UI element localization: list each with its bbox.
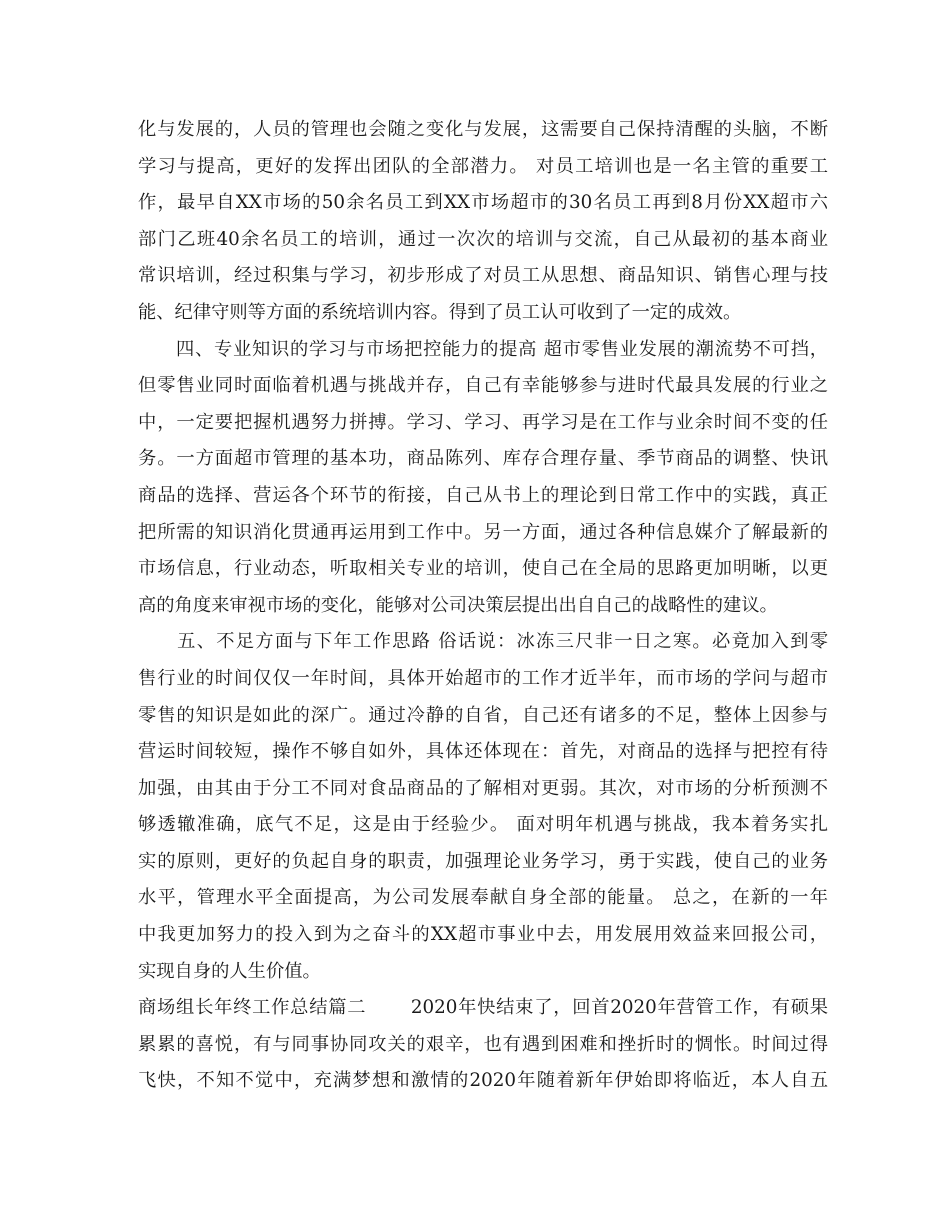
text-line: 加强，由其由于分工不同对食品商品的了解相对更弱。其次，对市场的分析预测不 — [138, 777, 828, 799]
text-line: 化与发展的，人员的管理也会随之变化与发展，这需要自己保持清醒的头脑，不断 — [138, 119, 828, 140]
document-body — [138, 112, 828, 1100]
text-line: 够透辙准确，底气不足，这是由于经验少。 面对明年机遇与挑战，我本着务实扎 — [138, 814, 828, 836]
section-heading-line: 五、不足方面与下年工作思路 俗话说：冰冻三尺非一日之寒。必竟加入到零 — [138, 631, 828, 653]
text-line: 部门乙班40余名员工的培训，通过一次次的培训与交流，自己从最初的基本商业 — [138, 228, 828, 250]
text-line: 实的原则，更好的负起自身的职责，加强理论业务学习，勇于实践，使自己的业务 — [138, 850, 828, 872]
text-line: 水平，管理水平全面提高，为公司发展奉献自身全部的能量。 总之，在新的一年 — [138, 887, 828, 909]
text-line: 中我更加努力的投入到为之奋斗的XX超市事业中去，用发展用效益来回报公司， — [138, 924, 828, 946]
article-title-line: 商场组长年终工作总结篇二 2020年快结束了，回首2020年营管工作，有硕果 — [138, 997, 828, 1019]
text-line: 市场信息，行业动态，听取相关专业的培训，使自己在全局的思路更加明晰，以更 — [138, 558, 828, 580]
section-heading-line: 四、专业知识的学习与市场把控能力的提高 超市零售业发展的潮流势不可挡， — [138, 338, 828, 360]
text-line: 营运时间较短，操作不够自如外，具体还体现在：首先，对商品的选择与把控有待 — [138, 741, 828, 763]
text-line: 飞快，不知不觉中，充满梦想和激情的2020年随着新年伊始即将临近，本人自五 — [138, 1070, 828, 1092]
text-line: 把所需的知识消化贯通再运用到工作中。另一方面，通过各种信息媒介了解最新的 — [138, 521, 828, 543]
text-line: 高的角度来审视市场的变化，能够对公司决策层提出出自自己的战略性的建议。 — [138, 594, 778, 616]
text-line: 但零售业同时面临着机遇与挑战并存，自己有幸能够参与进时代最具发展的行业之 — [138, 375, 828, 397]
text-line: 累累的喜悦，有与同事协同攻关的艰辛，也有遇到困难和挫折时的惆怅。时间过得 — [138, 1033, 828, 1055]
text-line: 零售的知识是如此的深广。通过冷静的自省，自己还有诸多的不足，整体上因参与 — [138, 704, 828, 726]
text-line: 学习与提高，更好的发挥出团队的全部潜力。 对员工培训也是一名主管的重要工 — [138, 155, 828, 177]
text-line: 中，一定要把握机遇努力拼搏。学习、学习、再学习是在工作与业余时间不变的任 — [138, 411, 828, 433]
text-line: 务。一方面超市管理的基本功，商品陈列、库存合理存量、季节商品的调整、快讯 — [138, 448, 828, 470]
text-line: 作，最早自XX市场的50余名员工到XX市场超市的30名员工再到8月份XX超市六 — [138, 192, 828, 214]
text-line: 售行业的时间仅仅一年时间，具体开始超市的工作才近半年，而市场的学问与超市 — [138, 667, 828, 689]
text-line: 商品的选择、营运各个环节的衔接，自己从书上的理论到日常工作中的实践，真正 — [138, 484, 828, 506]
text-line: 能、纪律守则等方面的系统培训内容。得到了员工认可收到了一定的成效。 — [138, 301, 742, 323]
text-line: 实现自身的人生价值。 — [138, 960, 321, 982]
text-line: 常识培训，经过积集与学习，初步形成了对员工从思想、商品知识、销售心理与技 — [138, 265, 828, 287]
